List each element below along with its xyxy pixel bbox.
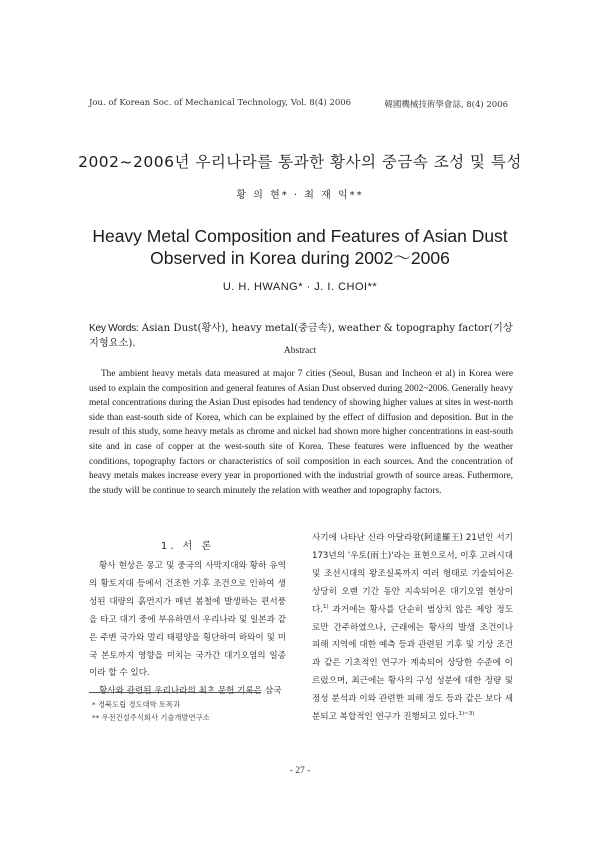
section-title-introduction: 1. 서 론 [160, 541, 215, 552]
footnote-affiliation-1: * 경북도립 경도대학 토목과 [92, 700, 181, 709]
authors-korean: 황 의 현* · 최 재 익** [236, 190, 364, 201]
abstract-heading: Abstract [283, 346, 317, 356]
keywords-text: Asian Dust(황사), heavy metal(중금속), weather & topography factor(기상지형요소). [89, 323, 513, 349]
intro-paragraph-1: 황사 현상은 몽고 및 중국의 사막지대와 황하 유역의 황토지대 등에서 건조한 기후 조건으로 인하여 생성된 대량의 흙먼지가 매년 봄철에 발생하는 편서풍을 타고 대기 중에 부유하면서 우리나라 및 일본과 같은 주변 국가와 멀리 태평양을 횡단하여 하와이 및 미국 본토까지 영향을 미치는 국가간 대기오염의 일종이라 할 수 있다. [89, 561, 286, 679]
reference-superscript: 1) [323, 603, 329, 610]
body-left-column [89, 558, 286, 701]
title-en-line1: Heavy Metal Composition and Features of Asian Dust [92, 226, 508, 246]
body-right-column [312, 530, 513, 727]
keywords [89, 319, 519, 349]
intro-paragraph-continued [312, 530, 513, 727]
journal-header-ko: 韓國機械技術學會誌, 8(4) 2006 [384, 100, 508, 110]
footnote-divider [89, 692, 261, 693]
title-en-line2: Observed in Korea during 2002～2006 [150, 248, 450, 268]
abstract-body: The ambient heavy metals data measured at major 7 cities (Seoul, Busan and Incheon et al) in Korea were used to explain the composition and general features of Asian Dust observed during 2002~2006. Generally heavy metal concentrations during the Asian Dust episodes had tendency of showing higher values at sites in west-north side than east-south side of Korea, which can be explained by the effect of diffusion and deposition. But in the result of this study, some heavy metals as chrome and nickel had shown more higher concentrations in east-south site and in case of copper at the west-south site of Korea. These features were influenced by the weather conditions, topography factors or characteristics of soil composition in each sources. And the concentration of heavy metals makes increase every year in proportioned with the industrial growth of source areas. Futhermore, the study will be continue to search minutely the relation with weather and topography factors. [89, 369, 513, 496]
keywords-label: Key Words: [89, 323, 139, 334]
authors-english: U. H. HWANG* · J. I. CHOI** [222, 281, 378, 293]
footnote-affiliation-2: ** 우전건설주식회사 기술개발연구소 [92, 713, 210, 722]
page-number: - 27 - [289, 766, 311, 776]
intro-paragraph-2: 황사와 관련된 우리나라의 최초 문헌 기록은 삼국 [99, 686, 282, 697]
intro-text-a: 사기에 나타난 신라 아달라왕(阿達羅王) 21년인 서기 173년의 '우토(雨土)'라는 표현으로서, 이후 고려시대 및 조선시대의 왕조실록까지 여러 형태로 기술되어온 상당히 오랜 기간 동안 지속되어온 대기오염 현상이다. [312, 533, 513, 615]
paper-title-korean: 2002~2006년 우리나라를 통과한 황사의 중금속 조성 및 특성 [78, 153, 522, 171]
intro-text-b: 과거에는 황사를 단순히 범상치 않은 제앙 정도로만 간주하였으나, 근래에는 황사의 발생 조건이나 피해 지역에 대한 예측 등과 관련된 기후 및 기상 조건과 같은 기초적인 연구가 계속되어 상당한 수준에 이르렀으며, 최근에는 황사의 구성 성분에 대한 정량 및 정성 분석과 이와 관련한 피해 정도 등과 같은 보다 세분되고 복합적인 연구가 진행되고 있다. [312, 604, 513, 723]
paper-title-english [0, 225, 600, 269]
journal-header-en: Jou. of Korean Soc. of Mechanical Technology, Vol. 8(4) 2006 [89, 98, 352, 108]
reference-superscript: 1)~3) [458, 711, 475, 718]
